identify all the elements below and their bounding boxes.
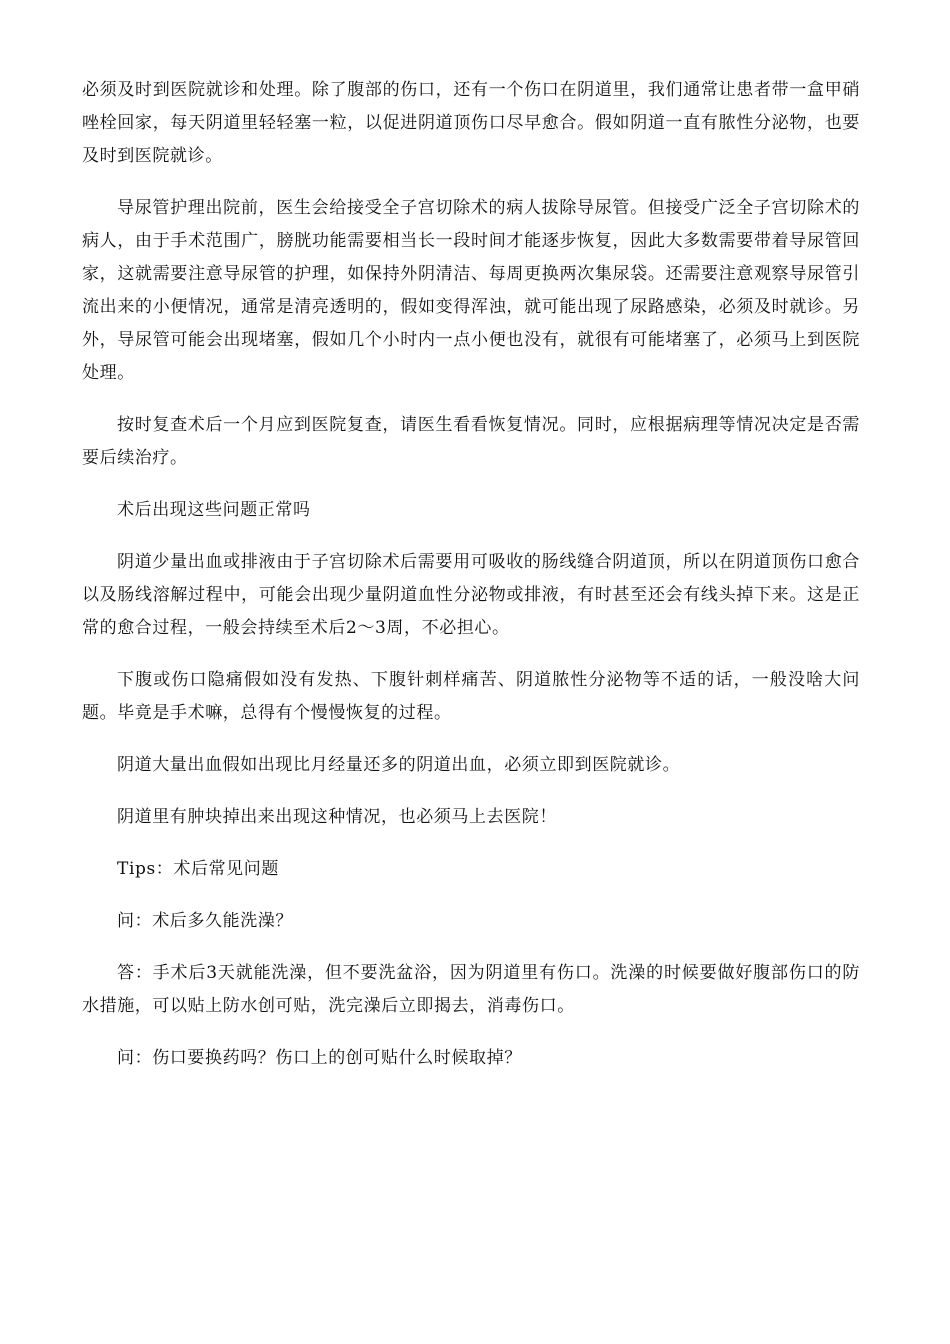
paragraph-catheter-care: 导尿管护理出院前，医生会给接受全子宫切除术的病人拔除导尿管。但接受广泛全子宫切除术的病人，由于手术范围广，膀胱功能需要相当长一段时间才能逐步恢复，因此大多数需要带着导尿管回家，这就需要注意导尿管的护理，如保持外阴清洁、每周更换两次集尿袋。还需要注意观察导尿管引流出来的小便情况，通常是清亮透明的，假如变得浑浊，就可能出现了尿路感染，必须及时就诊。另外，导尿管可能会出现堵塞，假如几个小时内一点小便也没有，就很有可能堵塞了，必须马上到医院处理。 [82, 198, 860, 383]
tips-heading: Tips：术后常见问题 [117, 859, 279, 879]
section-heading-postop-issues: 术后出现这些问题正常吗 [117, 500, 311, 520]
paragraph-mass: 阴道里有肿块掉出来出现这种情况，也必须马上去医院！ [117, 807, 557, 827]
question-shower: 问：术后多久能洗澡？ [117, 911, 293, 931]
paragraph-follow-up: 按时复查术后一个月应到医院复查，请医生看看恢复情况。同时，应根据病理等情况决定是否需要后续治疗。 [82, 415, 860, 468]
paragraph-wound-care: 必须及时到医院就诊和处理。除了腹部的伤口，还有一个伤口在阴道里，我们通常让患者带一盒甲硝唑栓回家，每天阴道里轻轻塞一粒，以促进阴道顶伤口尽早愈合。假如阴道一直有脓性分泌物，也要及时到医院就诊。 [82, 80, 860, 166]
paragraph-vaginal-discharge: 阴道少量出血或排液由于子宫切除术后需要用可吸收的肠线缝合阴道顶，所以在阴道顶伤口愈合以及肠线溶解过程中，可能会出现少量阴道血性分泌物或排液，有时甚至还会有线头掉下来。这是正常的愈合过程，一般会持续至术后2～3周，不必担心。 [82, 552, 860, 638]
document-page [82, 74, 860, 1094]
paragraph-heavy-bleeding: 阴道大量出血假如出现比月经量还多的阴道出血，必须立即到医院就诊。 [117, 755, 681, 775]
answer-shower: 答：手术后3天就能洗澡，但不要洗盆浴，因为阴道里有伤口。洗澡的时候要做好腹部伤口的防水措施，可以贴上防水创可贴，洗完澡后立即揭去，消毒伤口。 [82, 963, 860, 1016]
paragraph-abdominal-pain: 下腹或伤口隐痛假如没有发热、下腹针刺样痛苦、阴道脓性分泌物等不适的话，一般没啥大问题。毕竟是手术嘛，总得有个慢慢恢复的过程。 [82, 670, 860, 723]
question-dressing: 问：伤口要换药吗？伤口上的创可贴什么时候取掉？ [117, 1048, 522, 1068]
